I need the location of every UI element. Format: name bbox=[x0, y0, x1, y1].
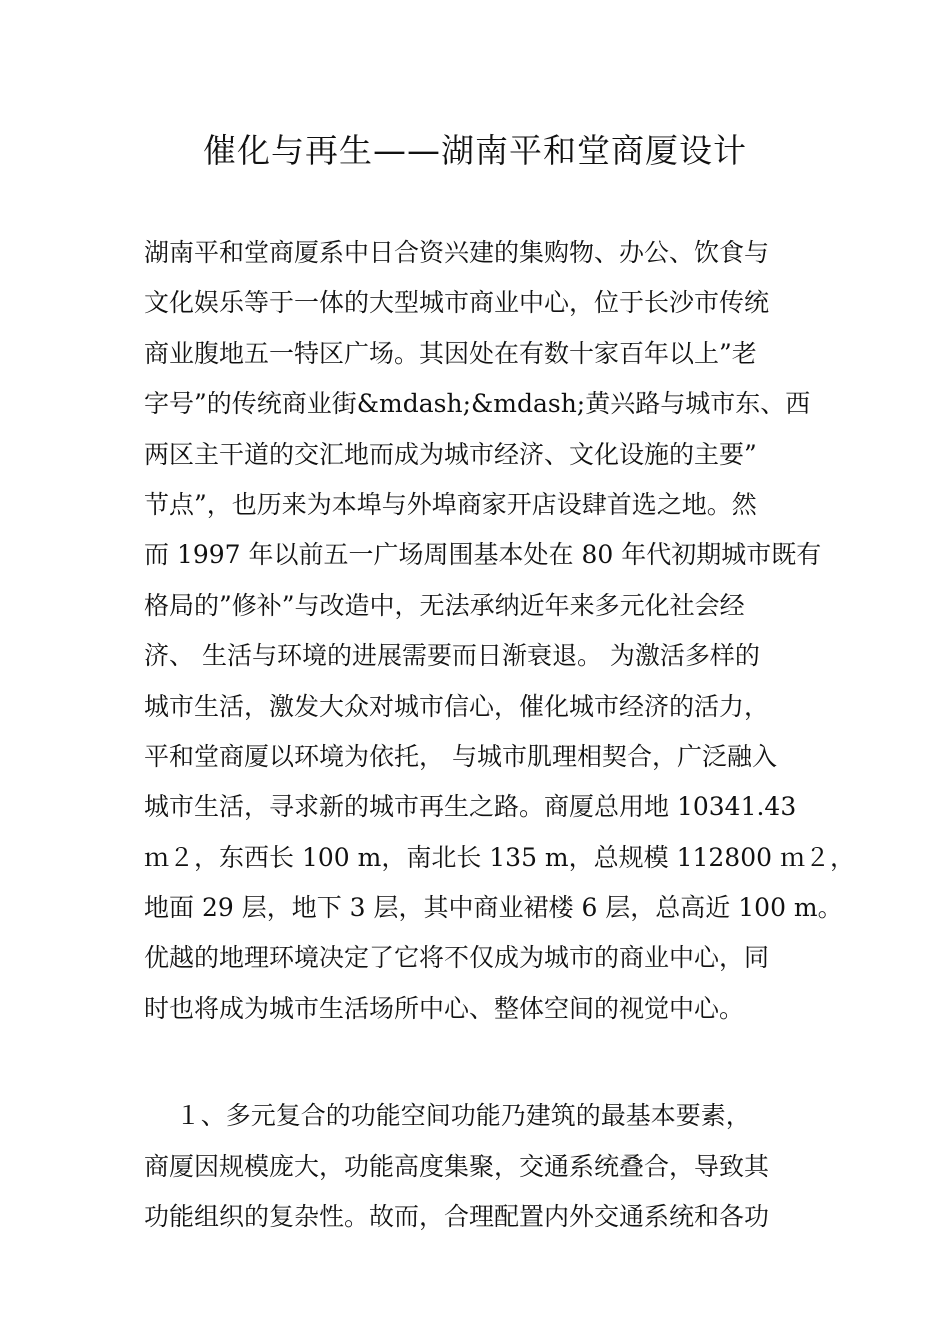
text-line: 节点”，也历来为本埠与外埠商家开店设肆首选之地。然 bbox=[144, 489, 757, 519]
text-line: 城市生活，激发大众对城市信心，催化城市经济的活力， bbox=[144, 691, 770, 721]
text-line: 时也将成为城市生活场所中心、整体空间的视觉中心。 bbox=[144, 993, 745, 1023]
text-line: 优越的地理环境决定了它将不仅成为城市的商业中心，同 bbox=[144, 943, 770, 973]
text-line: 商厦因规模庞大，功能高度集聚，交通系统叠合，导致其 bbox=[144, 1151, 770, 1181]
text-line: ｍ２，东西长 100 m，南北长 135 m，总规模 112800 ｍ２， bbox=[144, 842, 855, 872]
text-line: １、多元复合的功能空间功能乃建筑的最基本要素， bbox=[144, 1101, 751, 1131]
text-line: 文化娱乐等于一体的大型城市商业中心，位于长沙市传统 bbox=[144, 288, 770, 318]
paragraph-2 bbox=[144, 1091, 834, 1242]
document-title: 催化与再生——湖南平和堂商厦设计 bbox=[203, 131, 747, 170]
text-line: 济、 生活与环境的进展需要而日渐衰退。 为激活多样的 bbox=[144, 641, 760, 671]
text-line: 格局的”修补”与改造中，无法承纳近年来多元化社会经 bbox=[144, 590, 745, 620]
text-line: 字号”的传统商业街&mdash;&mdash;黄兴路与城市东、西 bbox=[144, 389, 811, 419]
text-line: 城市生活，寻求新的城市再生之路。商厦总用地 10341.43 bbox=[144, 792, 797, 822]
text-line: 商业腹地五一特区广场。其因处在有数十家百年以上”老 bbox=[144, 338, 757, 368]
document-body bbox=[144, 228, 855, 1242]
text-line: 而 1997 年以前五一广场周围基本处在 80 年代初期城市既有 bbox=[144, 540, 822, 570]
text-line: 地面 29 层，地下 3 层，其中商业裙楼 6 层，总高近 100 m。 bbox=[144, 893, 843, 923]
text-line: 两区主干道的交汇地而成为城市经济、文化设施的主要” bbox=[144, 439, 757, 469]
text-line: 功能组织的复杂性。故而，合理配置内外交通系统和各功 bbox=[144, 1202, 770, 1232]
text-line: 平和堂商厦以环境为依托， 与城市肌理相契合，广泛融入 bbox=[144, 741, 777, 771]
text-line: 湖南平和堂商厦系中日合资兴建的集购物、办公、饮食与 bbox=[144, 238, 770, 267]
paragraph-1 bbox=[144, 228, 855, 1034]
paragraph-gap bbox=[144, 1034, 834, 1091]
